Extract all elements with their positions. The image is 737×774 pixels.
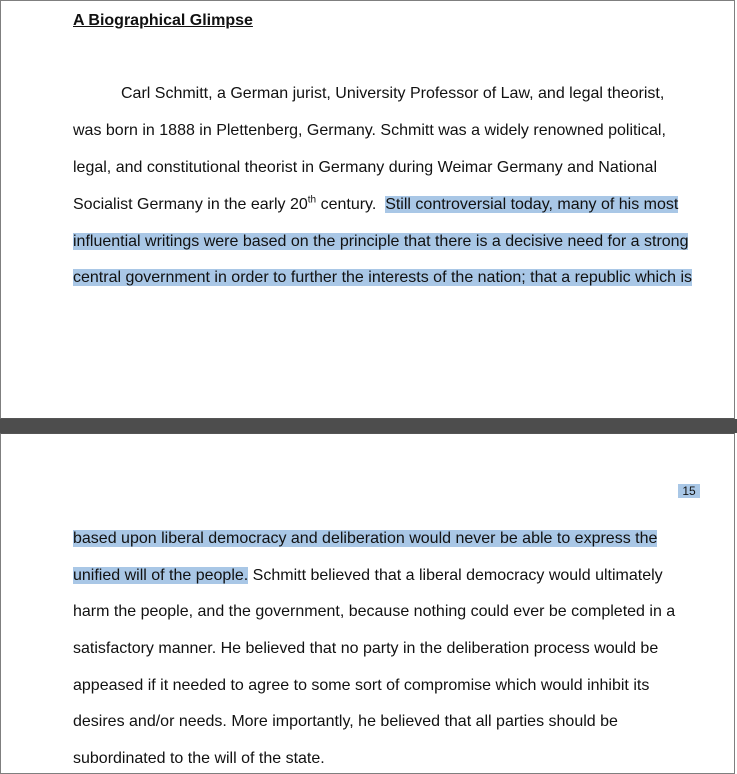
paragraph-line <box>73 601 675 623</box>
document-page-bottom <box>0 433 735 774</box>
line-text: appeased if it needed to agree to some sort of compromise which would inhibit its <box>73 677 650 694</box>
paragraph-line <box>73 267 692 289</box>
paragraph-line <box>73 565 663 587</box>
highlighted-text: influential writings were based on the principle that there is a decisive need for a strong <box>73 233 689 250</box>
paragraph-line <box>73 748 325 770</box>
paragraph-line <box>73 231 688 253</box>
paragraph-line <box>73 675 649 697</box>
highlighted-text: based upon liberal democracy and deliberation would never be able to express the <box>73 530 658 547</box>
highlighted-text: unified will of the people. <box>73 567 249 584</box>
highlighted-text: Still controversial today, many of his most <box>385 196 679 213</box>
line-text: desires and/or needs. More importantly, he believed that all parties should be <box>73 713 618 730</box>
paragraph-line <box>121 83 664 105</box>
paragraph-line <box>73 120 666 142</box>
paragraph-line <box>73 711 618 733</box>
line-text: Carl Schmitt, a German jurist, University Professor of Law, and legal theorist, <box>121 85 665 102</box>
line-text: subordinated to the will of the state. <box>73 750 325 767</box>
section-heading: A Biographical Glimpse <box>73 12 253 29</box>
line-text: satisfactory manner. He believed that no party in the deliberation process would be <box>73 640 659 657</box>
paragraph-line <box>73 638 658 660</box>
page-separator <box>0 419 737 433</box>
page-number: 15 <box>678 484 700 498</box>
line-text: Schmitt believed that a liberal democracy would ultimately <box>248 567 663 584</box>
paragraph-line <box>73 194 678 216</box>
line-text: Socialist Germany in the early 20 <box>73 196 308 213</box>
superscript-th: th <box>307 194 317 206</box>
line-text: century. <box>316 196 386 213</box>
paragraph-line <box>73 157 657 179</box>
line-text: harm the people, and the government, because nothing could ever be completed in a <box>73 603 676 620</box>
highlighted-text: central government in order to further the interests of the nation; that a republic which is <box>73 269 692 286</box>
paragraph-line <box>73 528 657 550</box>
line-text: was born in 1888 in Plettenberg, Germany. Schmitt was a widely renowned political, <box>73 122 666 139</box>
line-text: legal, and constitutional theorist in Germany during Weimar Germany and National <box>73 159 657 176</box>
